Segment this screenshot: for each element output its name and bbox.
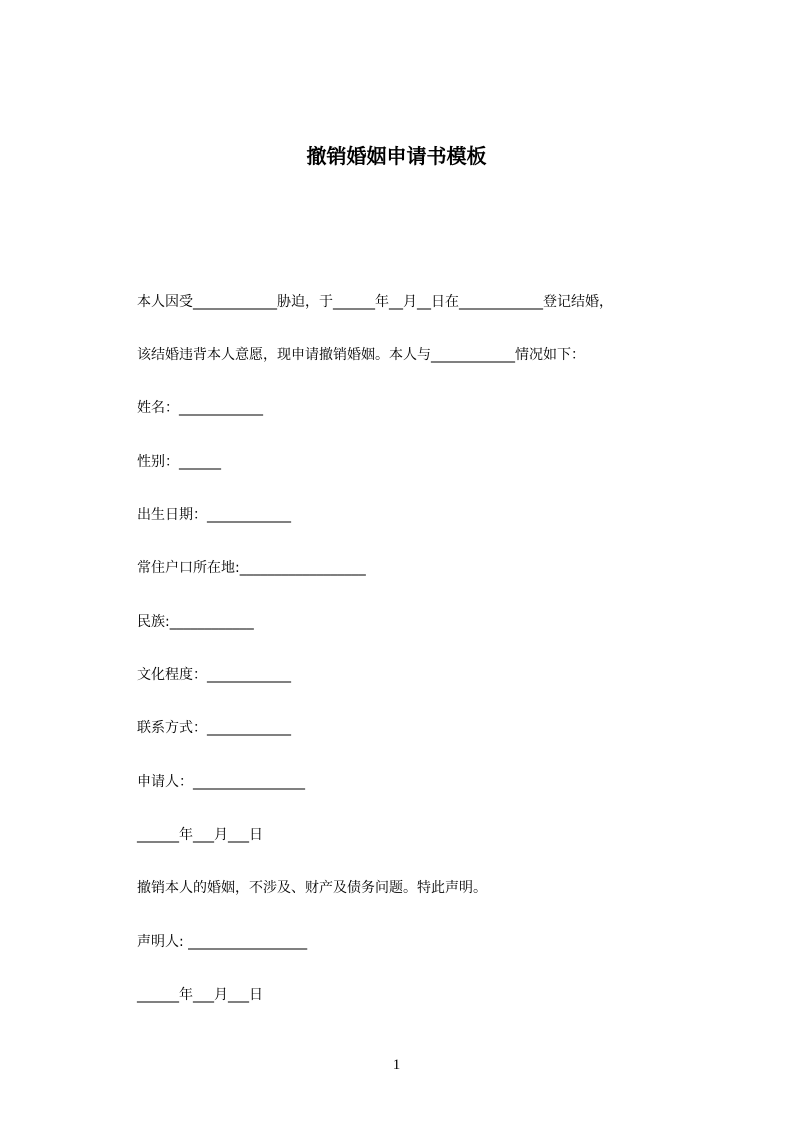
paragraph-revocation-request: 该结婚违背本人意愿，现申请撤销婚姻。本人与____________情况如下：: [137, 347, 585, 363]
paragraph-coercion-statement: 本人因受____________胁迫，于______年__月__日在____________登记结婚，: [137, 294, 613, 310]
field-name: 姓名：____________: [137, 400, 263, 416]
field-applicant: 申请人：________________: [137, 774, 305, 790]
field-contact: 联系方式：____________: [137, 720, 291, 736]
paragraph-declaration: 撤销本人的婚姻，不涉及、财产及债务问题。特此声明。: [137, 880, 487, 896]
field-education: 文化程度：____________: [137, 667, 291, 683]
field-gender: 性别：______: [137, 454, 221, 470]
document-title: 撤销婚姻申请书模板: [306, 144, 487, 168]
field-declaration-date: ______年___月___日: [137, 987, 263, 1003]
field-application-date: ______年___月___日: [137, 827, 263, 843]
page-number: 1: [392, 1057, 401, 1073]
field-birth-date: 出生日期：____________: [137, 507, 291, 523]
field-ethnicity: 民族:____________: [137, 614, 254, 630]
field-declarant: 声明人: _________________: [137, 934, 308, 950]
field-registered-residence: 常住户口所在地:__________________: [137, 560, 366, 576]
